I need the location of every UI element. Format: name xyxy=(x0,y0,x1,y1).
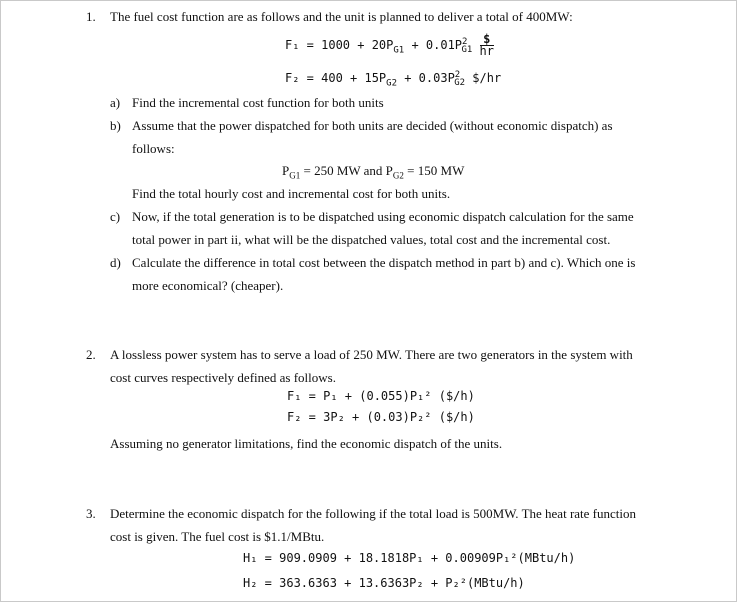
q1-number: 1. xyxy=(86,9,96,24)
q1c-label: c) xyxy=(110,209,121,224)
q3-number: 3. xyxy=(86,506,96,521)
q1b-label: b) xyxy=(110,118,121,133)
q1a-text: Find the incremental cost function for both units xyxy=(132,95,384,110)
q2-equation-1: F₁ = P₁ + (0.055)P₁² ($/h) xyxy=(287,389,475,403)
q3-text-2: cost is given. The fuel cost is $1.1/MBtu. xyxy=(110,529,325,544)
dollar-per-hour-fraction: $\frac{\$}{hr}$ xyxy=(479,32,494,58)
q1c-text-1: Now, if the total generation is to be dispatched using economic dispatch calculation for the same xyxy=(132,209,634,224)
q1-equation-1: $F_1 = 1000 + 20P_{G1} + 0.01P^2_{G1}$ $\frac{\$}{hr}$ xyxy=(285,32,494,58)
q1c-text-2: total power in part ii, what will be the dispatched values, total cost and the incremental cost. xyxy=(132,232,611,247)
q1b-text-3: Find the total hourly cost and incremental cost for both units. xyxy=(132,186,451,201)
q2-equation-2: F₂ = 3P₂ + (0.03)P₂² ($/h) xyxy=(287,410,475,424)
q2-number: 2. xyxy=(86,347,96,362)
q3-text-1: Determine the economic dispatch for the following if the total load is 500MW. The heat rate function xyxy=(110,506,636,521)
q1d-label: d) xyxy=(110,255,121,270)
q1d-text-1: Calculate the difference in total cost between the dispatch method in part b) and c). Which one is xyxy=(132,255,636,270)
q1b-text-1: Assume that the power dispatched for both units are decided (without economic dispatch) as xyxy=(132,118,613,133)
q3-equation-1: H₁ = 909.0909 + 18.1818P₁ + 0.00909P₁²(MBtu/h) xyxy=(243,551,576,565)
q2-text-3: Assuming no generator limitations, find the economic dispatch of the units. xyxy=(110,436,503,451)
q3-equation-2: H₂ = 363.6363 + 13.6363P₂ + P₂²(MBtu/h) xyxy=(243,576,525,590)
q1a-label: a) xyxy=(110,95,121,110)
q1d-text-2: more economical? (cheaper). xyxy=(132,278,284,293)
q2-text-2: cost curves respectively defined as follows. xyxy=(110,370,336,385)
q1-intro: The fuel cost function are as follows and the unit is planned to deliver a total of 400MW: xyxy=(110,9,573,24)
q1b-text-2: follows: xyxy=(132,141,175,156)
q2-text-1: A lossless power system has to serve a load of 250 MW. There are two generators in the system with xyxy=(110,347,633,362)
q1-equation-2: $F_2 = 400 + 15P_{G2} + 0.03P^2_{G2}$ $/hr xyxy=(285,70,502,89)
q1b-equation: $P_{G1} = 250$ MW and $P_{G2} = 150$ MW xyxy=(282,163,465,181)
